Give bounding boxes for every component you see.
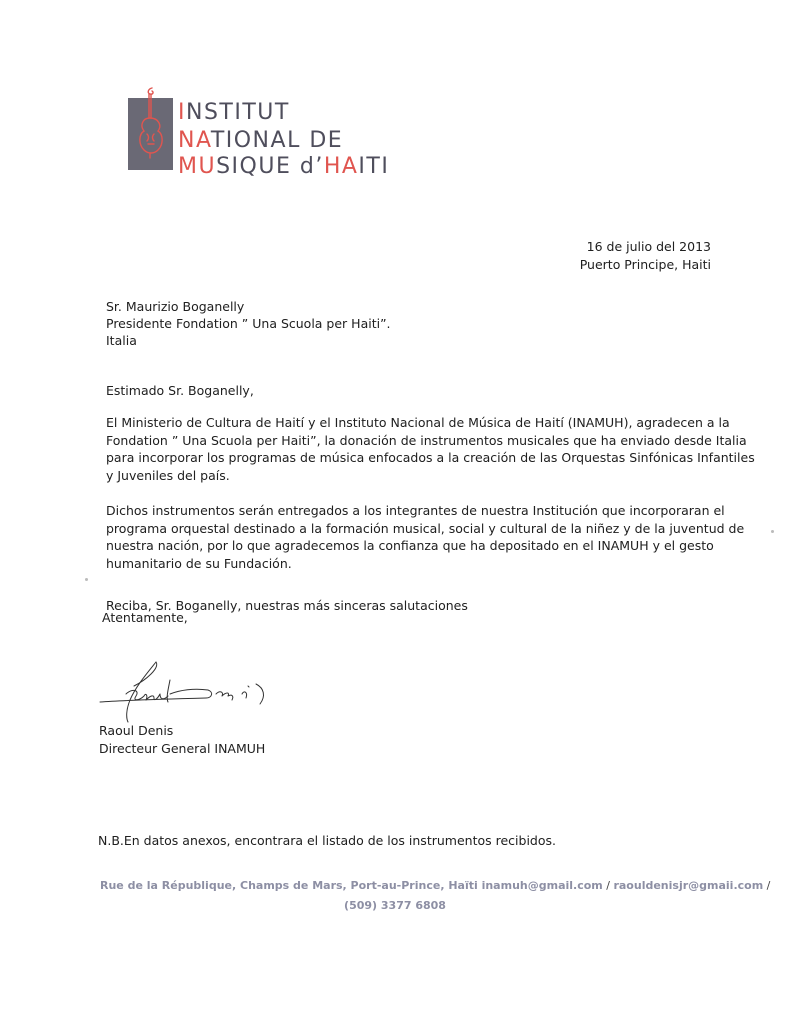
paragraph-line: Dichos instrumentos serán entregados a los integrantes de nuestra Institución que incorporaran el — [106, 503, 725, 518]
letterhead-line-2: NATIONAL DE — [178, 128, 344, 153]
annex-note: N.B.En datos anexos, encontrara el listado de los instrumentos recibidos. — [98, 833, 556, 848]
body-paragraph-2 — [106, 502, 744, 572]
scan-speck — [85, 578, 88, 581]
closing-salutation: Reciba, Sr. Boganelly, nuestras más sinceras salutaciones — [106, 598, 468, 613]
handwritten-signature — [96, 650, 286, 725]
recipient-country: Italia — [106, 333, 137, 348]
paragraph-line: y Juveniles del país. — [106, 467, 230, 483]
letter-footer — [100, 876, 771, 916]
paragraph-line: programa orquestal destinado a la formación musical, social y cultural de la niñez y de la juventud de — [106, 520, 745, 536]
recipient-title: Presidente Fondation ” Una Scuola per Haiti”. — [106, 316, 391, 331]
paragraph-line: nuestra nación, por lo que agradecemos la confianza que ha depositado en el INAMUH y el gesto — [106, 538, 714, 553]
paragraph-line: humanitario de su Fundación. — [106, 555, 292, 571]
footer-email-2: raouldenisjr@gmaii.com — [613, 879, 764, 892]
footer-phone: (509) 3377 6808 — [344, 899, 446, 912]
letter-place: Puerto Principe, Haiti — [579, 257, 711, 272]
footer-address: Rue de la République, Champs de Mars, Port-au-Prince, Haïti inamuh@gmail.com — [100, 879, 603, 892]
footer-separator: / — [763, 879, 771, 892]
signer-name: Raoul Denis — [99, 723, 174, 738]
paragraph-line: para incorporar los programas de música enfocados a la creación de las Orquestas Sinfónicas Infantiles — [106, 450, 755, 465]
recipient-name: Sr. Maurizio Boganelly — [106, 299, 245, 314]
signer-title: Directeur General INAMUH — [99, 741, 266, 756]
violin-icon — [128, 84, 173, 172]
paragraph-line: Fondation ” Una Scuola per Haiti”, la donación de instrumentos musicales que ha enviado desde Italia — [106, 432, 747, 448]
closing-sign-off: Atentamente, — [102, 610, 188, 625]
letter-date: 16 de julio del 2013 — [586, 239, 711, 254]
scan-speck — [771, 530, 774, 533]
institute-logo — [128, 98, 173, 170]
paragraph-line: El Ministerio de Cultura de Haití y el Instituto Nacional de Música de Haití (INAMUH), agradecen a la — [106, 415, 730, 430]
letterhead-line-1: INSTITUT — [178, 100, 290, 125]
footer-separator: / — [602, 879, 614, 892]
letterhead-line-3: MUSIQUE d’HAITI — [178, 154, 390, 179]
body-paragraph-1 — [106, 414, 755, 484]
greeting: Estimado Sr. Boganelly, — [106, 383, 254, 398]
footer-contact-line — [100, 876, 771, 896]
